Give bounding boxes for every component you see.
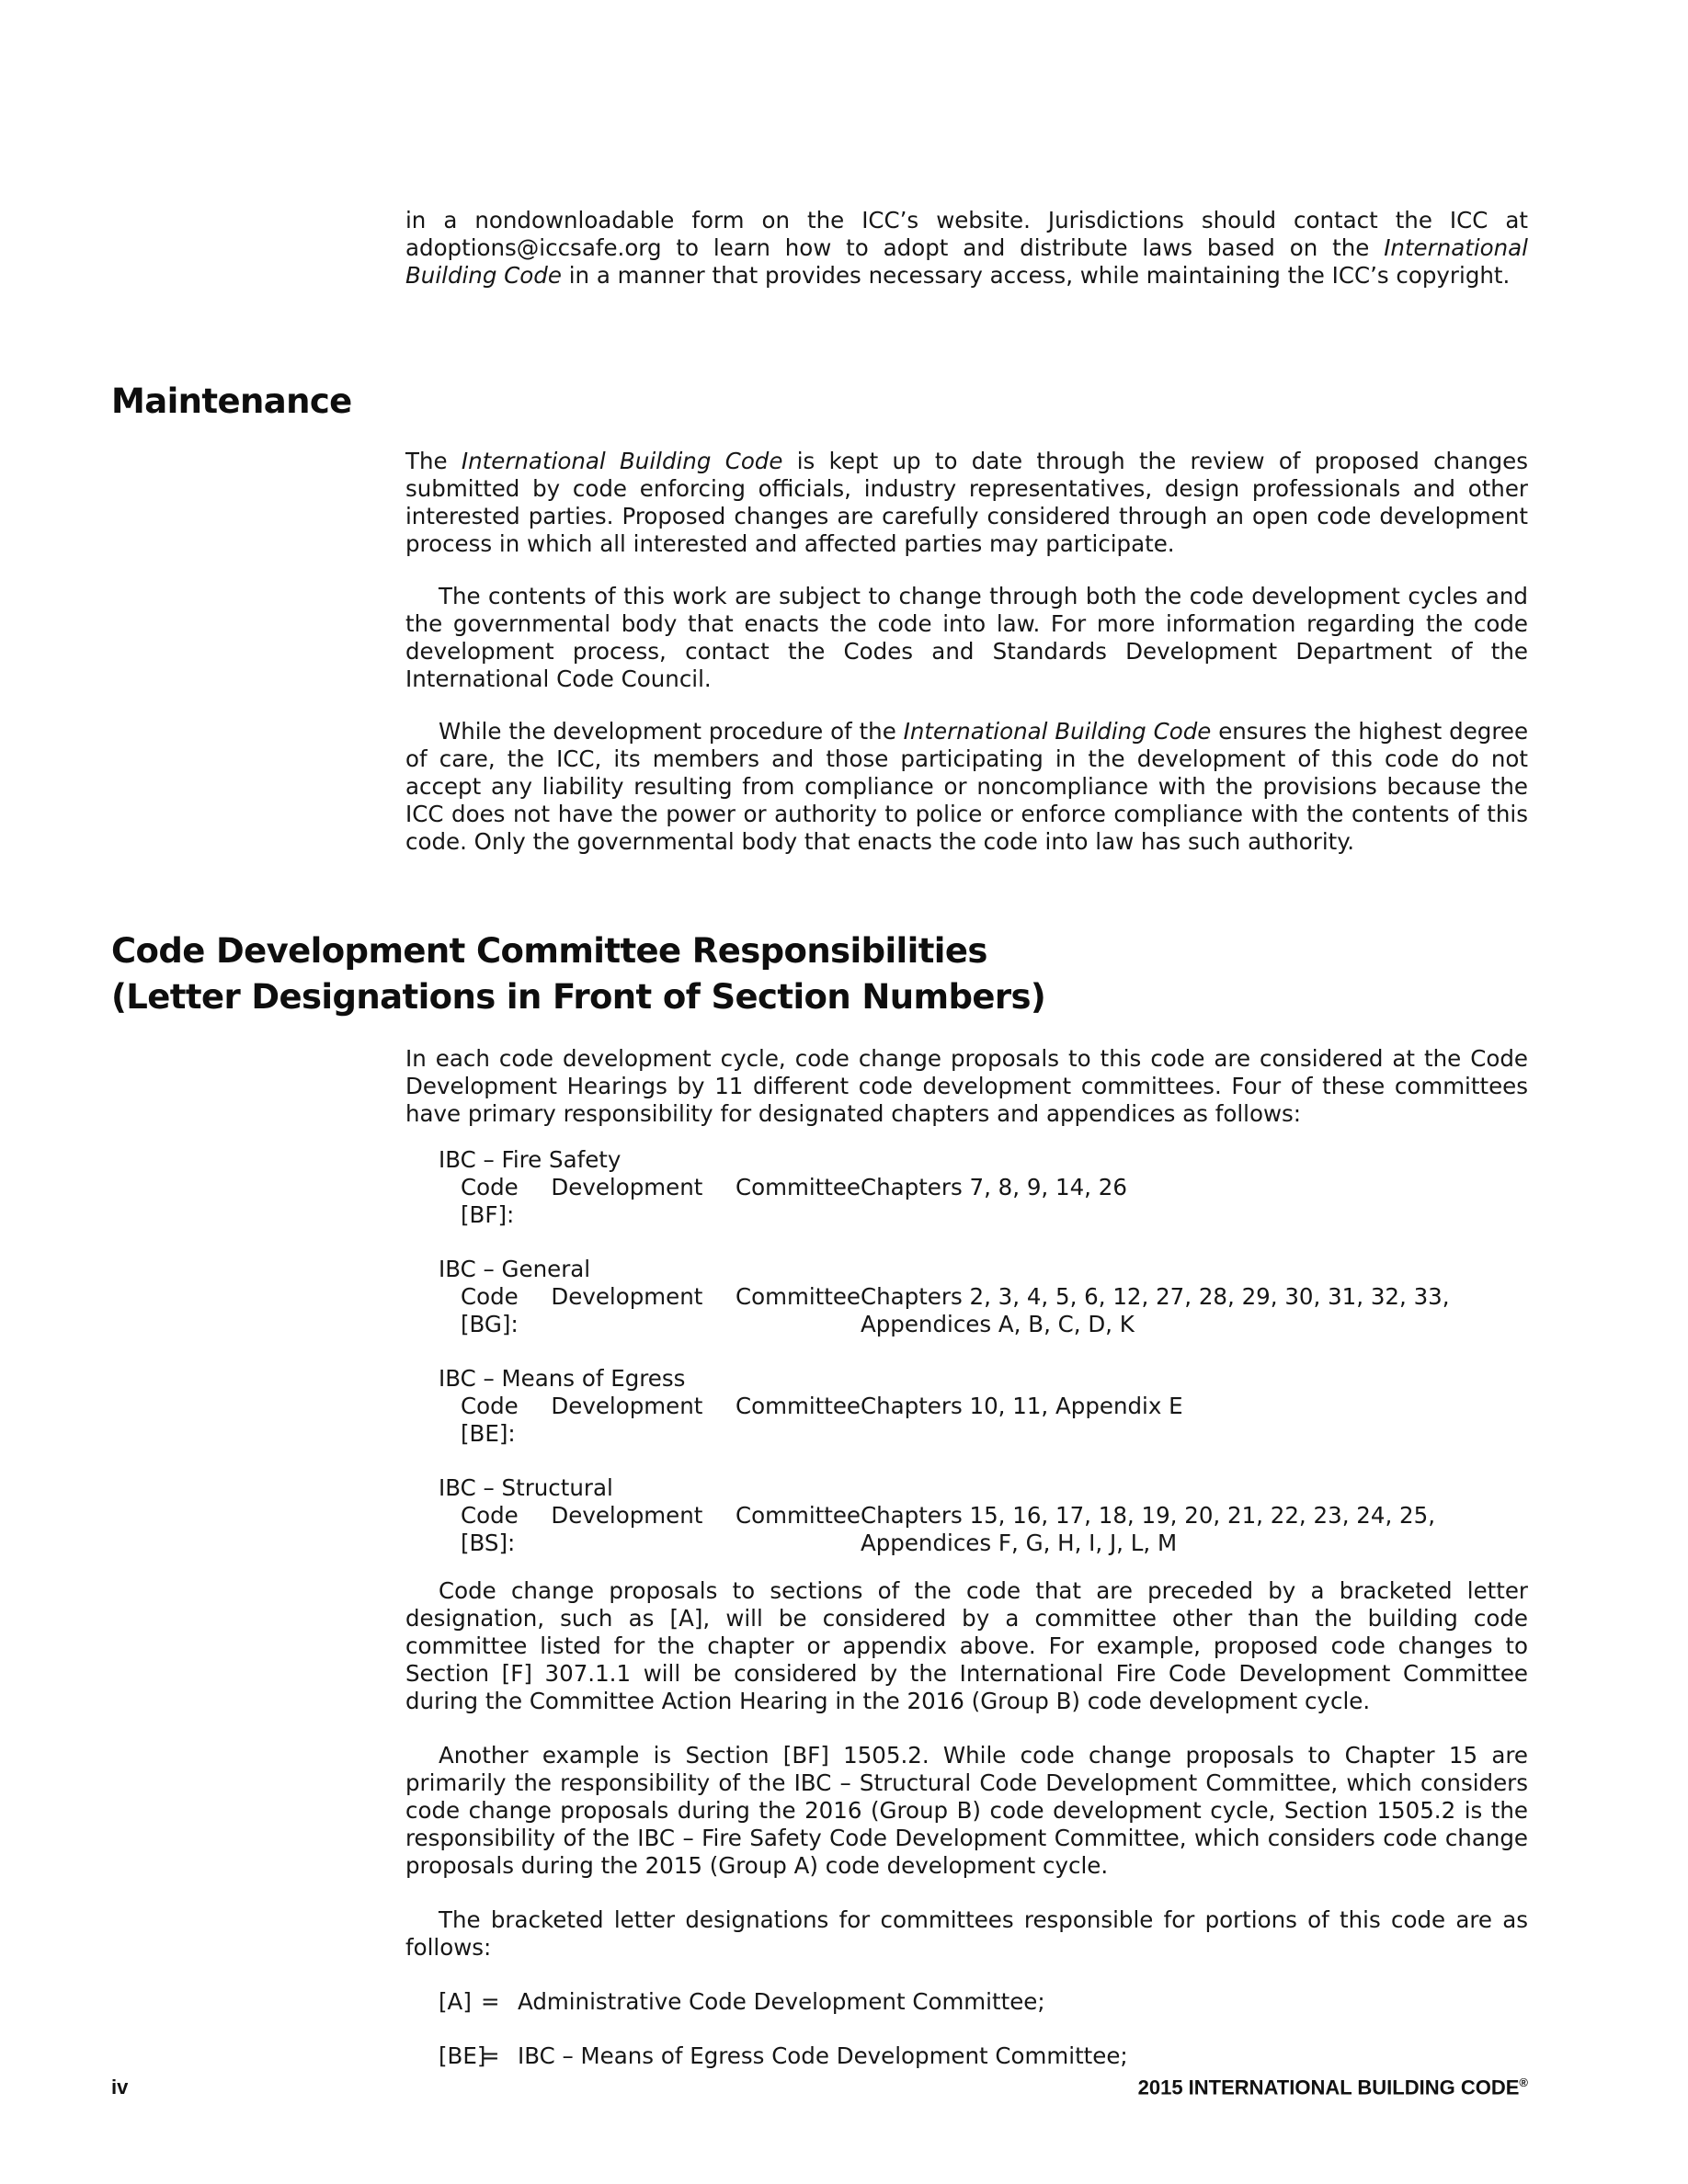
committee-group [405, 1365, 1528, 1448]
chapter-line: Chapters 2, 3, 4, 5, 6, 12, 27, 28, 29, 30, 31, 32, 33, [861, 1283, 1450, 1310]
maintenance-heading: Maintenance [111, 381, 352, 421]
committee-group [405, 1256, 1528, 1338]
committee-chapters [861, 1393, 1528, 1448]
designation-equals: = [481, 2042, 500, 2069]
maintenance-section [405, 448, 1528, 856]
committee-name: IBC – Structural [439, 1474, 613, 1501]
chapter-line: Chapters 15, 16, 17, 18, 19, 20, 21, 22, 23, 24, 25, [861, 1502, 1435, 1529]
chapter-line: Chapters 7, 8, 9, 14, 26 [861, 1174, 1127, 1200]
committee-label: Code Development Committee [BE]: [461, 1393, 861, 1447]
committee-row [405, 1174, 1528, 1229]
designation-committee: Administrative Code Development Committee; [518, 1988, 1045, 2015]
chapter-line: Appendices A, B, C, D, K [861, 1311, 1135, 1337]
committee-label: Code Development Committee [BS]: [461, 1502, 861, 1556]
committee-row [405, 1393, 1528, 1448]
intro-text-start: in a nondownloadable form on the ICC’s website. Jurisdictions should contact the ICC at adoptions@iccsafe.org to learn how to adopt and distribute laws based on the [405, 207, 1528, 261]
committee-row [405, 1283, 1528, 1338]
committee-name: IBC – Means of Egress [439, 1365, 686, 1392]
example-paragraph: Another example is Section [BF] 1505.2. While code change proposals to Chapter 15 are primarily the responsibility of the IBC – Structural Code Development Committee, which considers code change proposals during the 2016 (Group B) code development cycle, Section 1505.2 is the responsibility of the IBC – Fire Safety Code Development Committee, which considers code change proposals during the 2015 (Group A) code development cycle. [405, 1742, 1528, 1879]
bracketed-designation-paragraph: Code change proposals to sections of the code that are preceded by a bracketed letter designation, such as [A], will be considered by a committee other than the building code committee listed for the chapter or appendix above. For example, proposed code changes to Section [F] 307.1.1 will be considered by the International Fire Code Development Committee during the Committee Action Hearing in the 2016 (Group B) code development cycle. [405, 1577, 1528, 1714]
designation-row [405, 1988, 1528, 2016]
intro-paragraph [405, 207, 1528, 290]
committee-list [405, 1146, 1528, 1557]
committee-group [405, 1146, 1528, 1229]
committees-heading-line-1: Code Development Committee Responsibilities [111, 931, 987, 971]
maintenance-paragraph-1: The International Building Code is kept up to date through the review of proposed changes submitted by code enforcing officials, industry representatives, design professionals and other interested parties. Proposed changes are carefully considered through an open code development process in which all interested and affected parties may participate. [405, 448, 1528, 557]
committee-label: Code Development Committee [BF]: [461, 1174, 861, 1228]
committees-heading-line-2: (Letter Designations in Front of Section Numbers) [111, 977, 1046, 1017]
committee-label: Code Development Committee [BG]: [461, 1283, 861, 1337]
committees-heading [111, 928, 1045, 1020]
running-footer-title: 2015 INTERNATIONAL BUILDING CODE® [1137, 2076, 1528, 2099]
committees-section [405, 1045, 1528, 2070]
committee-name: IBC – Fire Safety [439, 1146, 622, 1173]
intro-text-end: in a manner that provides necessary access, while maintaining the ICC’s copyright. [561, 262, 1511, 289]
committee-chapters [861, 1174, 1528, 1229]
designation-code: [BE] [439, 2042, 486, 2069]
intro-code-title: International Building Code [405, 234, 1528, 289]
designation-row [405, 2042, 1528, 2070]
committee-group [405, 1474, 1528, 1557]
designations-intro: The bracketed letter designations for committees responsible for portions of this code are as follows: [405, 1906, 1528, 1961]
committee-chapters [861, 1283, 1528, 1338]
committee-chapters [861, 1502, 1528, 1557]
designation-committee: IBC – Means of Egress Code Development Committee; [518, 2042, 1128, 2069]
maintenance-paragraph-2: The contents of this work are subject to change through both the code development cycles and the governmental body that enacts the code into law. For more information regarding the code development process, contact the Codes and Standards Development Department of the International Code Council. [405, 583, 1528, 692]
designation-equals: = [481, 1988, 500, 2015]
designation-list [405, 1988, 1528, 2070]
maintenance-paragraph-3: While the development procedure of the International Building Code ensures the highest degree of care, the ICC, its members and those participating in the development of this code do not accept any liability resulting from compliance or noncompliance with the provisions because the ICC does not have the power or authority to police or enforce compliance with the contents of this code. Only the governmental body that enacts the code into law has such authority. [405, 718, 1529, 855]
chapter-line: Chapters 10, 11, Appendix E [861, 1393, 1183, 1419]
chapter-line: Appendices F, G, H, I, J, L, M [861, 1530, 1178, 1556]
page-number: iv [111, 2076, 129, 2099]
committee-row [405, 1502, 1528, 1557]
committees-intro: In each code development cycle, code change proposals to this code are considered at the Code Development Hearings by 11 different code development committees. Four of these committees have primary responsibility for designated chapters and appendices as follows: [405, 1045, 1528, 1127]
committee-name: IBC – General [439, 1256, 591, 1282]
designation-code: [A] [439, 1988, 472, 2015]
